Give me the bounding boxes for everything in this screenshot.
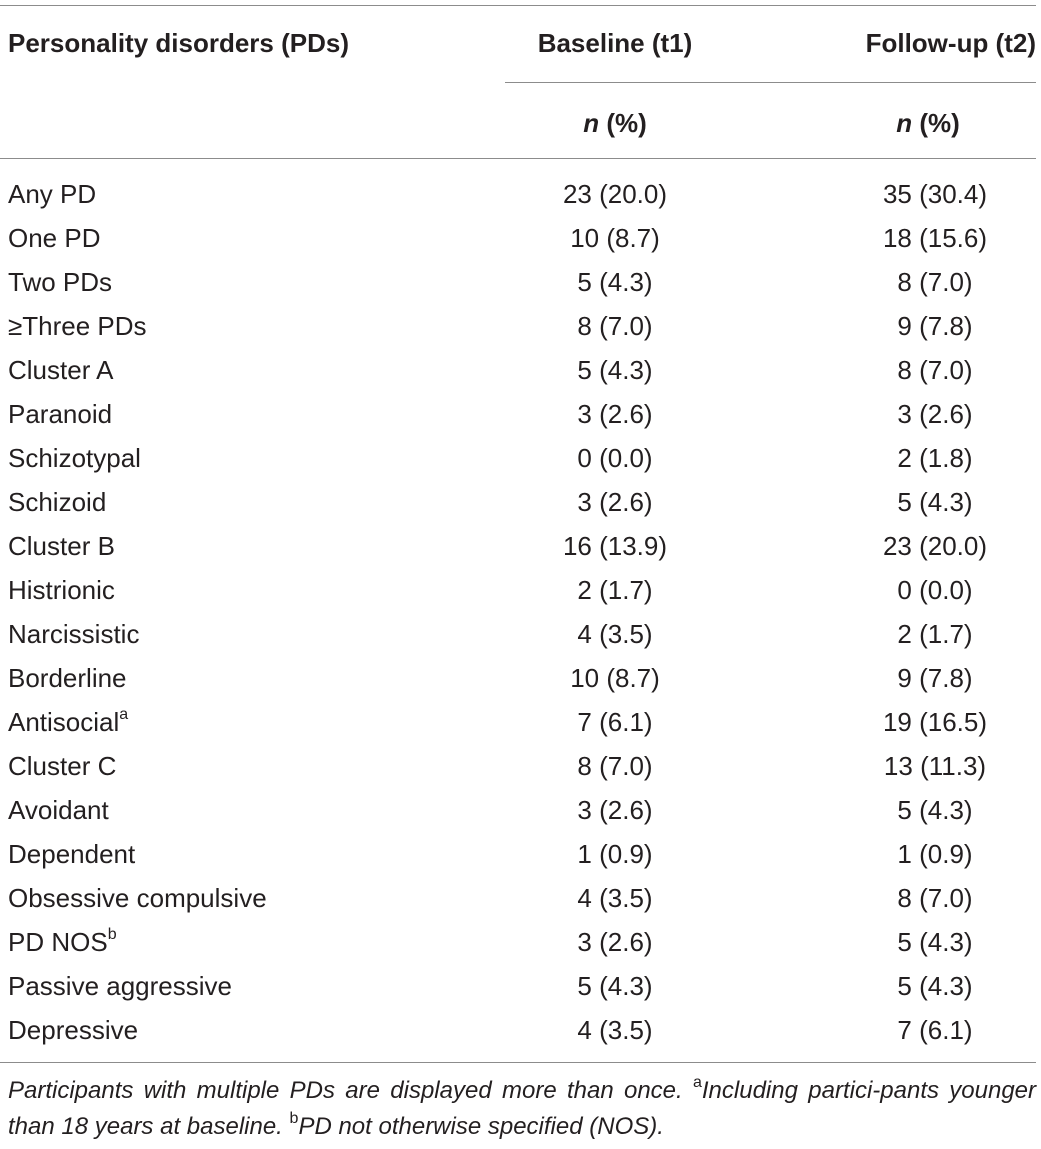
cell-followup: 35 (30.4) [882, 179, 988, 209]
cell-baseline: 0 (0.0) [577, 443, 653, 473]
subheader-followup [820, 108, 1036, 138]
table-row [0, 436, 1036, 480]
table-row [0, 612, 1036, 656]
row-label-text: Cluster C [8, 751, 117, 781]
row-label [8, 172, 96, 216]
row-label-text: Schizoid [8, 487, 107, 517]
cell-followup: 3 (2.6) [897, 399, 973, 429]
row-label [8, 876, 267, 920]
cell-followup: 13 (11.3) [883, 751, 987, 781]
cell-followup: 8 (7.0) [897, 883, 973, 913]
cell-baseline: 8 (7.0) [577, 311, 653, 341]
footnote-main: Participants with multiple PDs are displayed more than once. [8, 1077, 693, 1104]
row-label [8, 480, 106, 524]
cell-followup: 23 (20.0) [882, 531, 988, 561]
table-row [0, 480, 1036, 524]
row-label-text: Obsessive compulsive [8, 883, 267, 913]
row-label-text: Antisocial [8, 707, 120, 737]
cell-baseline: 4 (3.5) [577, 1015, 653, 1045]
row-label [8, 216, 101, 260]
row-label [8, 700, 128, 744]
row-label-text: Passive aggressive [8, 971, 232, 1001]
cell-followup: 5 (4.3) [897, 971, 973, 1001]
cell-baseline: 10 (8.7) [570, 663, 660, 693]
cell-baseline: 3 (2.6) [577, 487, 653, 517]
row-label-text: Cluster B [8, 531, 115, 561]
table-footnote [8, 1073, 1036, 1145]
cell-followup: 5 (4.3) [897, 927, 973, 957]
row-label-text: Schizotypal [8, 443, 141, 473]
row-label-text: Dependent [8, 839, 136, 869]
cell-followup: 1 (0.9) [897, 839, 973, 869]
cell-followup: 8 (7.0) [897, 355, 973, 385]
cell-baseline: 8 (7.0) [577, 751, 653, 781]
cell-baseline: 3 (2.6) [577, 399, 653, 429]
header-label: Personality disorders (PDs) [8, 28, 349, 58]
cell-baseline: 10 (8.7) [570, 223, 660, 253]
row-label [8, 304, 147, 348]
table-row [0, 1008, 1036, 1052]
subheader-baseline [505, 108, 725, 138]
table-row [0, 964, 1036, 1008]
row-footnote-mark: b [107, 926, 117, 944]
cell-followup: 8 (7.0) [897, 267, 973, 297]
table-row [0, 920, 1036, 964]
row-label-text: Paranoid [8, 399, 113, 429]
cell-baseline: 3 (2.6) [577, 795, 653, 825]
pct-symbol: (%) [606, 108, 647, 138]
header-followup: Follow-up (t2) [865, 28, 1036, 58]
cell-baseline: 2 (1.7) [577, 575, 653, 605]
table-row [0, 260, 1036, 304]
table-row [0, 524, 1036, 568]
row-label-text: Two PDs [8, 267, 113, 297]
table-row [0, 832, 1036, 876]
row-label [8, 788, 109, 832]
row-label-text: Narcissistic [8, 619, 140, 649]
cell-followup: 2 (1.7) [897, 619, 973, 649]
table-row [0, 304, 1036, 348]
table-row [0, 172, 1036, 216]
row-label [8, 348, 114, 392]
cell-followup: 9 (7.8) [897, 311, 973, 341]
cell-baseline: 4 (3.5) [577, 883, 653, 913]
table-row [0, 216, 1036, 260]
row-label-text: Borderline [8, 663, 127, 693]
cell-followup: 18 (15.6) [882, 223, 988, 253]
cell-followup: 19 (16.5) [882, 707, 988, 737]
pct-symbol: (%) [919, 108, 960, 138]
footnote-b-mark: b [289, 1110, 299, 1127]
cell-baseline: 5 (4.3) [577, 267, 653, 297]
table-row [0, 876, 1036, 920]
n-symbol: n [896, 108, 913, 138]
cell-baseline: 16 (13.9) [562, 531, 668, 561]
row-label [8, 920, 117, 964]
table-row [0, 568, 1036, 612]
cell-baseline: 4 (3.5) [577, 619, 653, 649]
row-label-text: One PD [8, 223, 101, 253]
top-rule [0, 5, 1036, 6]
cell-followup: 0 (0.0) [897, 575, 973, 605]
row-label [8, 964, 232, 1008]
table-row [0, 788, 1036, 832]
table-row [0, 656, 1036, 700]
bottom-rule [0, 1062, 1036, 1063]
row-label [8, 436, 141, 480]
cell-followup: 5 (4.3) [897, 487, 973, 517]
row-label [8, 260, 112, 304]
cell-baseline: 5 (4.3) [577, 355, 653, 385]
row-label [8, 524, 115, 568]
row-label [8, 1008, 138, 1052]
row-label-text: PD NOS [8, 927, 108, 957]
footnote-a-text: Including partici-pants younger than 18 years at baseline. [8, 1077, 1037, 1140]
footnote-a-mark: a [692, 1074, 702, 1091]
row-label-text: Avoidant [8, 795, 109, 825]
row-label [8, 832, 135, 876]
subheader-rule [505, 82, 1036, 83]
cell-baseline: 3 (2.6) [577, 927, 653, 957]
row-label [8, 744, 116, 788]
row-label-text: ≥Three PDs [8, 311, 147, 341]
cell-baseline: 5 (4.3) [577, 971, 653, 1001]
row-label-text: Any PD [8, 179, 97, 209]
row-label [8, 568, 115, 612]
table-row [0, 700, 1036, 744]
n-symbol: n [583, 108, 600, 138]
row-label-text: Depressive [8, 1015, 139, 1045]
footnote-b-text: PD not otherwise specified (NOS). [298, 1113, 664, 1140]
cell-baseline: 7 (6.1) [577, 707, 653, 737]
table-row [0, 348, 1036, 392]
table-row [0, 744, 1036, 788]
table-row [0, 392, 1036, 436]
row-label [8, 612, 139, 656]
cell-baseline: 23 (20.0) [562, 179, 668, 209]
cell-followup: 5 (4.3) [897, 795, 973, 825]
row-label-text: Histrionic [8, 575, 115, 605]
cell-followup: 7 (6.1) [897, 1015, 973, 1045]
row-label [8, 656, 127, 700]
cell-followup: 2 (1.8) [897, 443, 973, 473]
table-body [0, 172, 1036, 1052]
header-baseline: Baseline (t1) [537, 28, 693, 58]
row-footnote-mark: a [119, 706, 129, 724]
cell-baseline: 1 (0.9) [577, 839, 653, 869]
header-bottom-rule [0, 158, 1036, 159]
cell-followup: 9 (7.8) [897, 663, 973, 693]
row-label [8, 392, 112, 436]
row-label-text: Cluster A [8, 355, 114, 385]
